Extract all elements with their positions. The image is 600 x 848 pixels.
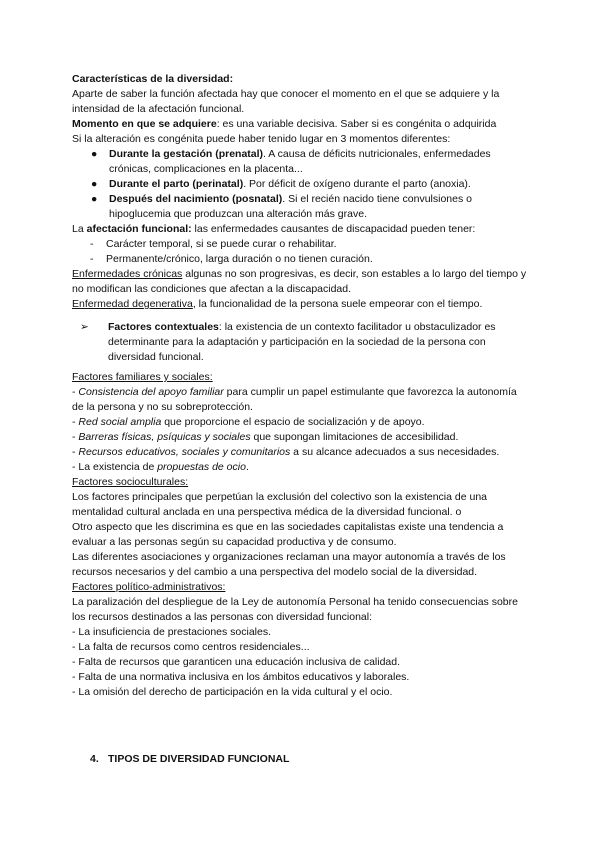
socioculturales-paragraph: Los factores principales que perpetúan la exclusión del colectivo son la existencia de una mentalidad cultural anclada en una perspectiva médica de la diversidad funcional. o bbox=[72, 491, 488, 518]
section-number: 4. bbox=[90, 753, 99, 765]
bullet-icon: ● bbox=[91, 148, 98, 160]
politico-intro: La paralización del despliegue de la Ley de autonomía Personal ha tenido consecuencias sobre los recursos destinados a las personas con diversidad funcional: bbox=[72, 596, 518, 623]
congenita-paragraph: Si la alteración es congénita puede haber tenido lugar en 3 momentos diferentes: bbox=[72, 133, 451, 145]
politico-item: - La insuficiencia de prestaciones sociales. bbox=[72, 626, 272, 638]
familiares-item: - Consistencia del apoyo familiar para cumplir un papel estimulante que favorezca la autonomía de la persona y no su sobreprotección. bbox=[72, 386, 517, 413]
politico-item: - Falta de recursos que garanticen una educación inclusiva de calidad. bbox=[72, 656, 401, 668]
arrow-bullet-icon: ➢ bbox=[80, 321, 89, 333]
socioculturales-title: Factores socioculturales: bbox=[72, 476, 189, 488]
dash-icon: - bbox=[90, 238, 94, 250]
politico-item: - La falta de recursos como centros residenciales... bbox=[72, 641, 310, 653]
politico-item: - La omisión del derecho de participación en la vida cultural y el ocio. bbox=[72, 686, 393, 698]
bullet-icon: ● bbox=[91, 178, 98, 190]
degenerativa-paragraph: Enfermedad degenerativa, la funcionalidad de la persona suele empeorar con el tiempo. bbox=[72, 298, 483, 310]
list-item: - Carácter temporal, si se puede curar o rehabilitar. bbox=[90, 238, 337, 250]
list-item: - Permanente/crónico, larga duración o no tienen curación. bbox=[90, 253, 373, 265]
familiares-title: Factores familiares y sociales: bbox=[72, 371, 213, 383]
familiares-item: - Recursos educativos, sociales y comunitarios a su alcance adecuados a sus necesidades. bbox=[72, 446, 500, 458]
list-item: ● Durante la gestación (prenatal). A causa de déficits nutricionales, enfermedades crónicas, complicaciones en la placenta... bbox=[91, 148, 491, 175]
contextuales-item: ➢ Factores contextuales: la existencia de un contexto facilitador u obstaculizador es determinante para la adaptación y participación en la sociedad de la persona con diversidad funcional. bbox=[80, 321, 496, 363]
familiares-item: - Red social amplia que proporcione el espacio de socialización y de apoyo. bbox=[72, 416, 425, 428]
caracteristicas-section bbox=[72, 72, 528, 312]
intro-paragraph: Aparte de saber la función afectada hay que conocer el momento en el que se adquiere y la intensidad de la afectación funcional. bbox=[72, 88, 500, 115]
politico-item: - Falta de una normativa inclusiva en los ámbitos educativos y laborales. bbox=[72, 671, 410, 683]
familiares-item: - Barreras físicas, psíquicas y sociales que supongan limitaciones de accesibilidad. bbox=[72, 431, 459, 443]
section-4-heading bbox=[90, 752, 289, 767]
familiares-item: - La existencia de propuestas de ocio. bbox=[72, 461, 249, 473]
socioculturales-paragraph: Otro aspecto que les discrimina es que en las sociedades capitalistas existe una tendencia a evaluar a las personas según su capacidad productiva y de consumo. bbox=[72, 521, 504, 548]
section-title: Características de la diversidad: bbox=[72, 73, 234, 85]
cronicas-paragraph: Enfermedades crónicas algunas no son progresivas, es decir, son estables a lo largo del tiempo y no modifican las condiciones que afectan a la discapacidad. bbox=[72, 268, 527, 295]
contextuales-section bbox=[72, 320, 528, 365]
list-item: ● Durante el parto (perinatal). Por déficit de oxígeno durante el parto (anoxia). bbox=[91, 178, 471, 190]
afectacion-paragraph: La afectación funcional: las enfermedades causantes de discapacidad pueden tener: bbox=[72, 223, 476, 235]
afectacion-list bbox=[72, 237, 528, 267]
list-item: ● Después del nacimiento (posnatal). Si el recién nacido tiene convulsiones o hipoglucemia que produzcan una alteración más grave. bbox=[91, 193, 472, 220]
politico-title: Factores político-administrativos: bbox=[72, 581, 226, 593]
momentos-list bbox=[72, 147, 528, 222]
section-title: TIPOS DE DIVERSIDAD FUNCIONAL bbox=[108, 753, 290, 765]
factores-section bbox=[72, 370, 528, 700]
socioculturales-paragraph: Las diferentes asociaciones y organizaciones reclaman una mayor autonomía a través de los recursos necesarios y del cambio a una perspectiva del modelo social de la diversidad. bbox=[72, 551, 506, 578]
dash-icon: - bbox=[90, 253, 94, 265]
bullet-icon: ● bbox=[91, 193, 98, 205]
momento-paragraph: Momento en que se adquiere: es una variable decisiva. Saber si es congénita o adquirida bbox=[72, 118, 497, 130]
